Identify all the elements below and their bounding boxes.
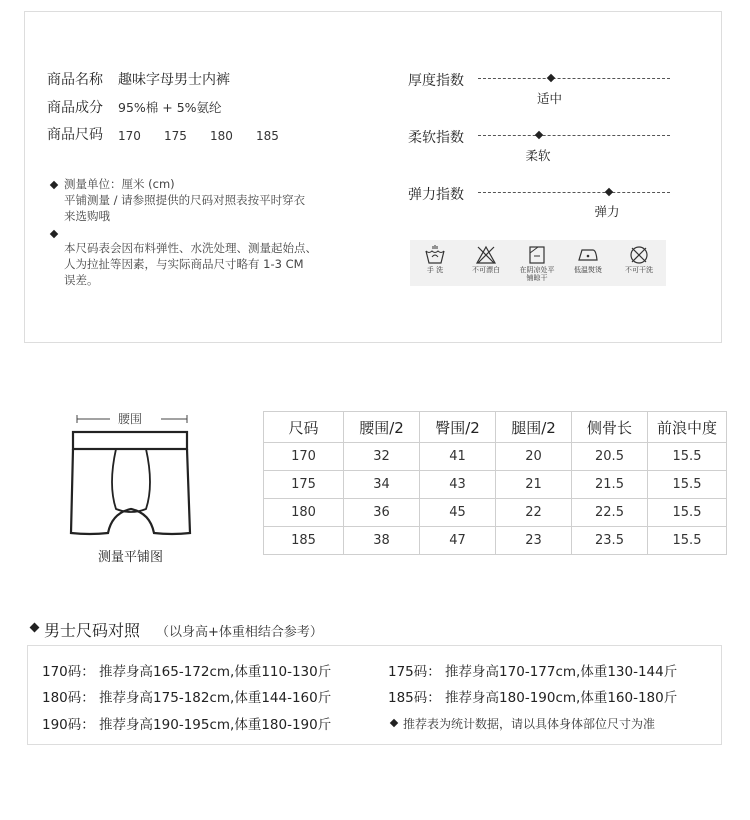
care-no-dry-clean: 不可干洗 xyxy=(614,240,664,274)
waist-label: 腰围 xyxy=(118,412,143,426)
product-size-label: 商品尺码 xyxy=(47,127,103,143)
no-dry-clean-icon xyxy=(628,245,650,265)
product-name-label: 商品名称 xyxy=(47,72,103,88)
elasticity-index-scale xyxy=(478,192,670,193)
elasticity-index-value: 弹力 xyxy=(594,204,620,219)
product-material-label: 商品成分 xyxy=(47,100,103,116)
reference-title: 男士尺码对照 xyxy=(44,621,141,640)
care-instructions-strip xyxy=(410,240,666,286)
table-row: 185 38 47 23 23.5 15.5 xyxy=(264,527,727,555)
product-material-value: 95%棉 + 5%氨纶 xyxy=(118,100,222,115)
care-no-bleach: 不可漂白 xyxy=(461,240,511,274)
ref-190: 190码： 推荐身高190-195cm,体重180-190斤 xyxy=(42,717,332,733)
elasticity-index-label: 弹力指数 xyxy=(408,187,464,203)
ref-170: 170码： 推荐身高165-172cm,体重110-130斤 xyxy=(42,664,332,680)
header-waist: 腰围/2 xyxy=(344,412,420,443)
care-low-iron: 低温熨烫 xyxy=(563,240,613,274)
diagram-caption: 测量平铺图 xyxy=(98,550,164,565)
shade-dry-icon xyxy=(526,245,548,265)
no-bleach-icon xyxy=(475,245,497,265)
low-iron-icon xyxy=(576,245,600,265)
table-row: 170 32 41 20 20.5 15.5 xyxy=(264,443,727,471)
ref-185: 185码： 推荐身高180-190cm,体重160-180斤 xyxy=(388,690,678,706)
header-side-length: 侧骨长 xyxy=(572,412,648,443)
size-175: 175 xyxy=(164,129,187,143)
thickness-index-scale xyxy=(478,78,670,79)
softness-index-scale xyxy=(478,135,670,136)
softness-index-value: 柔软 xyxy=(525,148,551,163)
waistband xyxy=(73,432,187,449)
table-row: 180 36 45 22 22.5 15.5 xyxy=(264,499,727,527)
header-front-rise: 前浪中度 xyxy=(648,412,727,443)
table-row: 175 34 43 21 21.5 15.5 xyxy=(264,471,727,499)
care-hand-wash: 手 洗 xyxy=(410,240,460,274)
size-185: 185 xyxy=(256,129,279,143)
thickness-index-value: 适中 xyxy=(536,91,562,106)
bullet-diamond-icon xyxy=(30,623,40,633)
measure-note: 测量单位：厘米 (cm) 平铺测量 / 请参照提供的尺码对照表按平时穿衣 来选购哦 xyxy=(64,177,306,223)
header-hip: 臀围/2 xyxy=(420,412,496,443)
table-header-row xyxy=(264,412,727,443)
ref-175: 175码： 推荐身高170-177cm,体重130-144斤 xyxy=(388,664,678,680)
reference-subtitle: （以身高+体重相结合参考） xyxy=(156,625,323,640)
reference-footnote: 推荐表为统计数据，请以具体身体部位尺寸为准 xyxy=(403,717,656,731)
softness-index-label: 柔软指数 xyxy=(408,130,464,146)
thickness-index-label: 厚度指数 xyxy=(408,73,464,89)
hand-wash-icon xyxy=(424,245,446,265)
header-thigh: 腿围/2 xyxy=(496,412,572,443)
header-size: 尺码 xyxy=(264,412,344,443)
size-170: 170 xyxy=(118,129,141,143)
size-180: 180 xyxy=(210,129,233,143)
size-table xyxy=(263,411,727,555)
ref-180: 180码： 推荐身高175-182cm,体重144-160斤 xyxy=(42,690,332,706)
product-size-list xyxy=(118,125,297,144)
product-name-value: 趣味字母男士内裤 xyxy=(118,72,230,88)
care-shade-dry: 在阴凉处平铺晾干 xyxy=(512,240,562,282)
tolerance-note: 本尺码表会因布料弹性、水洗处理、测量起始点、 人为拉扯等因素，与实际商品尺寸略有 1-3 CM 误差。 xyxy=(64,241,317,287)
